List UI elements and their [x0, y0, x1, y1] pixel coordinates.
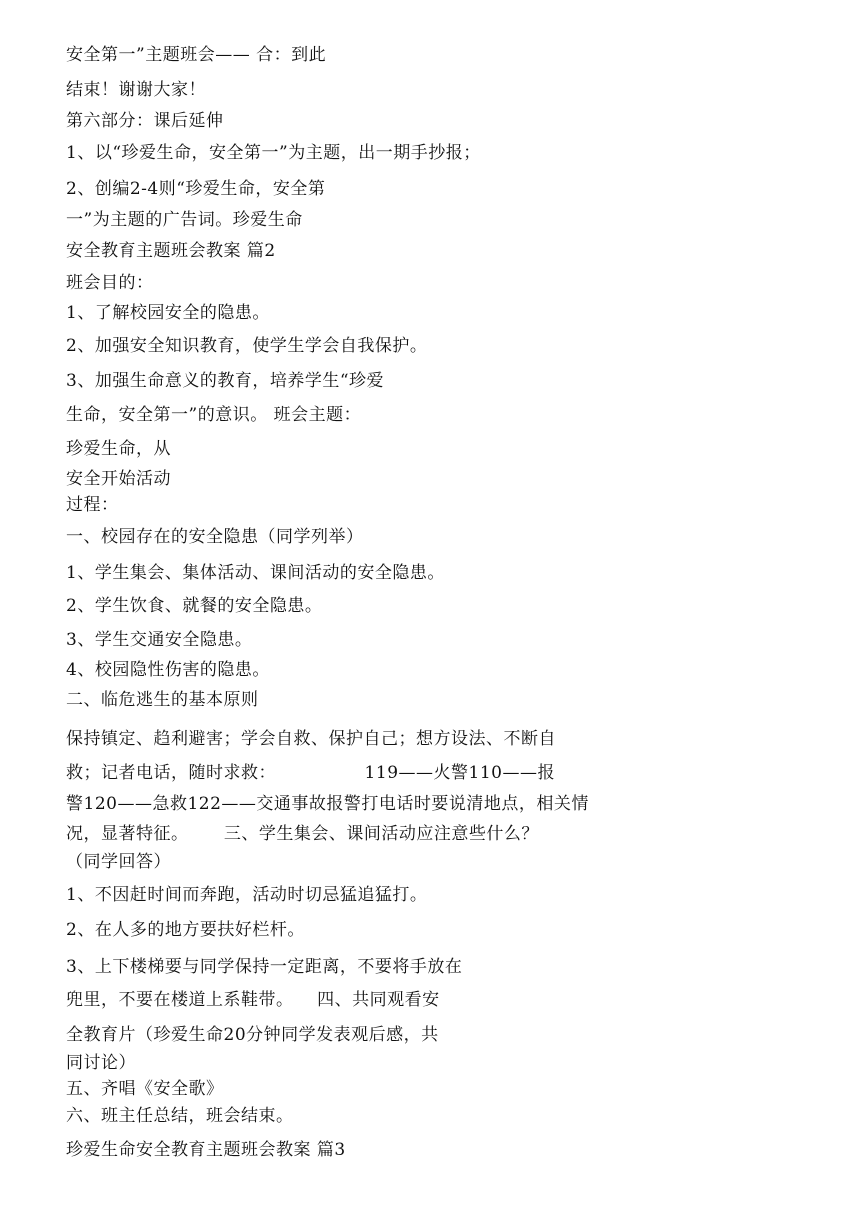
text-line: 2、在人多的地方要扶好栏杆。	[66, 920, 305, 940]
text-line: 1、学生集会、集体活动、课间活动的安全隐患。	[66, 563, 445, 583]
text-line: 兜里，不要在楼道上系鞋带。 四、共同观看安	[66, 990, 440, 1010]
text-line: 班会目的：	[66, 273, 154, 293]
section-heading: 一、校园存在的安全隐患（同学列举）	[66, 527, 364, 547]
text-line: 2、加强安全知识教育，使学生学会自我保护。	[66, 336, 428, 356]
text-line: （同学回答）	[66, 852, 171, 872]
text-line: 生命，安全第一”的意识。 班会主题：	[66, 405, 362, 425]
text-line: 同讨论）	[66, 1053, 136, 1073]
text-line: 全教育片（珍爱生命20分钟同学发表观后感，共	[66, 1025, 439, 1045]
text-line: 珍爱生命，从	[66, 439, 171, 459]
section-heading: 五、齐唱《安全歌》	[66, 1079, 224, 1099]
text-line: 警120——急救122——交通事故报警打电话时要说清地点，相关情	[66, 794, 589, 814]
text-line: 1、以“珍爱生命，安全第一”为主题，出一期手抄报；	[66, 143, 481, 163]
text-line: 一”为主题的广告词。珍爱生命	[66, 210, 303, 230]
text-line: 1、不因赶时间而奔跑，活动时切忌猛追猛打。	[66, 885, 428, 905]
section-heading: 珍爱生命安全教育主题班会教案 篇3	[66, 1140, 346, 1160]
text-line: 4、校园隐性伤害的隐患。	[66, 660, 270, 680]
text-line: 2、创编2-4则“珍爱生命，安全第	[66, 179, 326, 199]
text-line: 救；记者电话，随时求救： 119——火警110——报	[66, 763, 555, 783]
text-line: 3、上下楼梯要与同学保持一定距离，不要将手放在	[66, 957, 463, 977]
text-line: 1、了解校园安全的隐患。	[66, 303, 270, 323]
section-heading: 六、班主任总结，班会结束。	[66, 1106, 294, 1126]
text-line: 过程：	[66, 495, 119, 515]
text-line: 况，显著特征。 三、学生集会、课间活动应注意些什么？	[66, 824, 539, 844]
text-line: 2、学生饮食、就餐的安全隐患。	[66, 596, 323, 616]
text-line: 安全第一”主题班会—— 合：到此	[66, 45, 327, 65]
text-line: 安全开始活动	[66, 469, 171, 489]
section-heading: 安全教育主题班会教案 篇2	[66, 241, 276, 261]
text-line: 3、加强生命意义的教育，培养学生“珍爱	[66, 371, 385, 391]
text-line: 结束！谢谢大家！	[66, 80, 206, 100]
section-heading: 二、临危逃生的基本原则	[66, 690, 259, 710]
section-heading: 第六部分：课后延伸	[66, 111, 224, 131]
text-line: 保持镇定、趋利避害；学会自救、保护自己；想方设法、不断自	[66, 729, 556, 749]
text-line: 3、学生交通安全隐患。	[66, 630, 253, 650]
